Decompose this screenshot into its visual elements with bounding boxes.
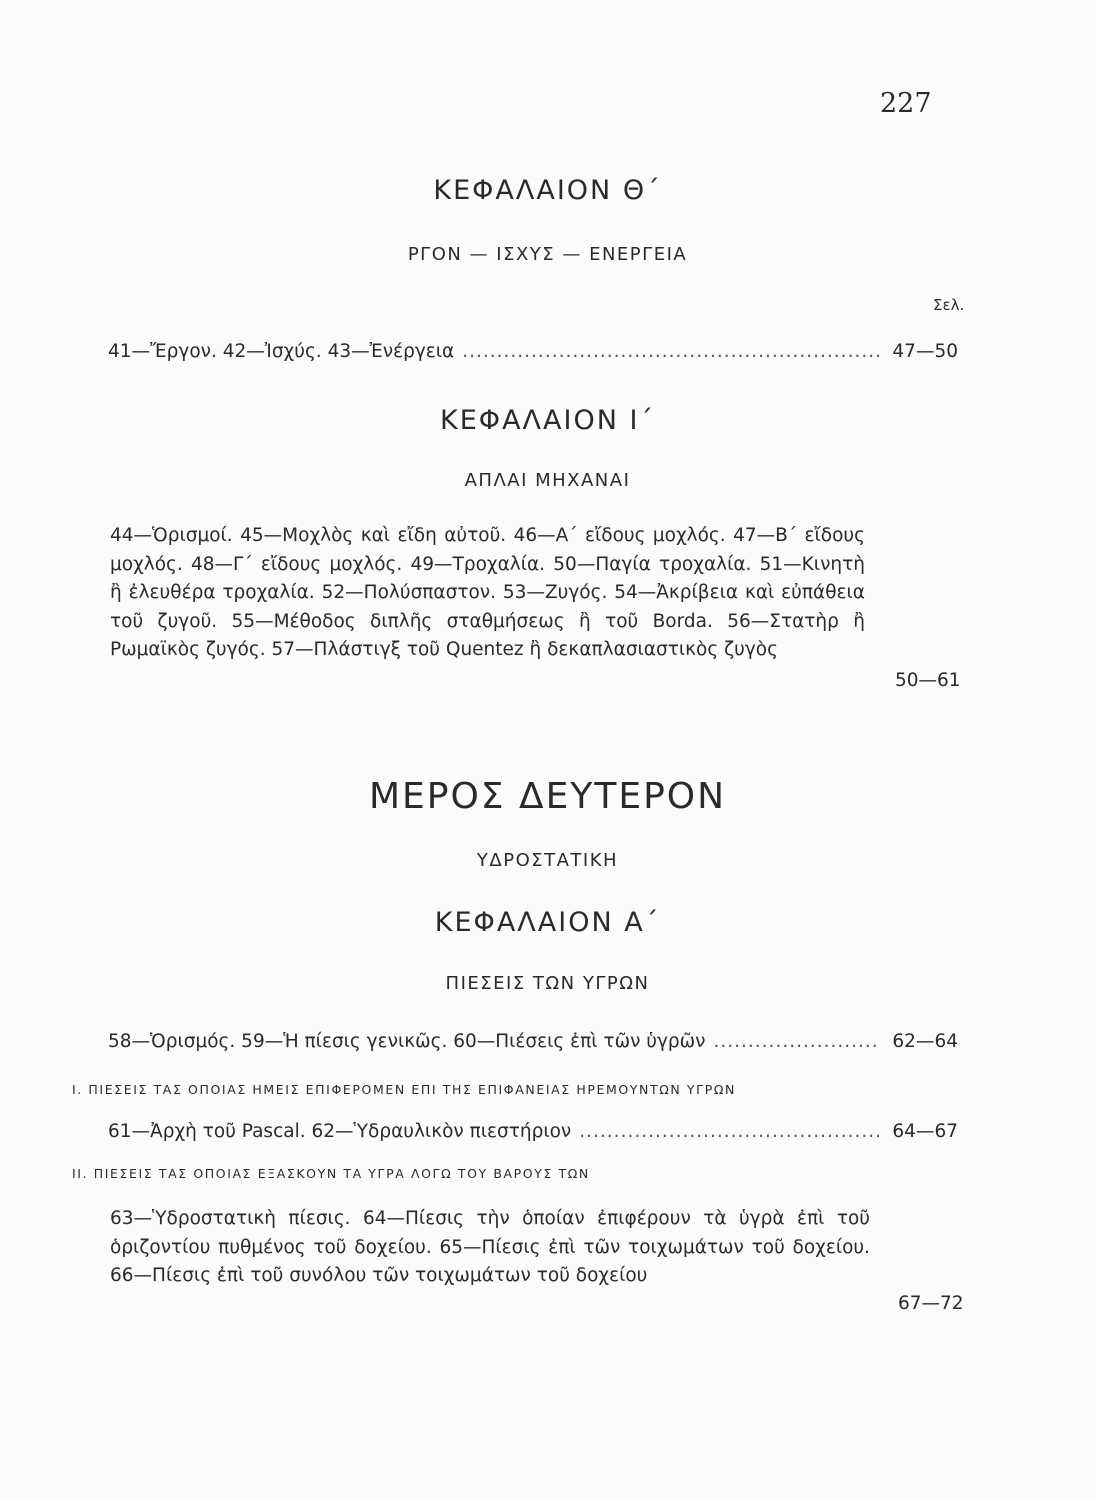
leader-dots xyxy=(714,1030,880,1053)
toc-entry-text: 41—Ἔργον. 42—Ἰσχύς. 43—Ἐνέργεια xyxy=(108,341,455,362)
chapter-theta-subtitle: ΡΓΟΝ — ΙΣΧΥΣ — ΕΝΕΡΓΕΙΑ xyxy=(407,244,688,265)
toc-entry-text: 58—Ὁρισμός. 59—Ἡ πίεσις γενικῶς. 60—Πιέσεις ἐπὶ τῶν ὑγρῶν xyxy=(108,1031,706,1052)
part-subtitle: ΥΔΡΟΣΤΑΤΙΚΗ xyxy=(476,850,619,871)
pages-column-header: Σελ. xyxy=(933,296,965,314)
toc-entry-pages: 50—61 xyxy=(895,670,961,691)
page-number: 227 xyxy=(880,88,932,119)
toc-entry-text: 44—Ὁρισμοί. 45—Μοχλὸς καὶ εἴδη αὐτοῦ. 46—Α΄ εἴδους μοχλός. 47—Β΄ εἴδους μοχλός. 48—Γ΄ εἴδους μοχλός. 49—Τροχαλία. 50—Παγία τροχαλία. 51—Κινητὴ ἢ ἐλευθέρα τροχαλία. 52—Πολύσπαστον. 53—Ζυγός. 54—Ἀκρίβεια καὶ εὐπάθεια τοῦ ζυγοῦ. 55—Μέθοδος διπλῆς σταθμήσεως ἢ τοῦ Borda. 56—Στατὴρ ἢ Ρωμαϊκὸς ζυγός. 57—Πλάστιγξ τοῦ Quentez ἢ δεκαπλασιαστικὸς ζυγὸς xyxy=(110,525,865,660)
subsection-heading-2: ΙΙ. ΠΙΕΣΕΙΣ ΤΑΣ ΟΠΟΙΑΣ ΕΞΑΣΚΟΥΝ ΤΑ ΥΓΡΑ ΛΟΓΩ ΤΟΥ ΒΑΡΟΥΣ ΤΩΝ xyxy=(72,1166,590,1181)
chapter-iota-title: ΚΕΦΑΛΑΙΟΝ Ι΄ xyxy=(440,405,655,436)
toc-entry-63-66 xyxy=(110,1205,870,1291)
chapter-alpha-title: ΚΕΦΑΛΑΙΟΝ Α΄ xyxy=(434,907,661,938)
toc-entry-61-62 xyxy=(108,1120,958,1143)
subsection-heading-1: Ι. ΠΙΕΣΕΙΣ ΤΑΣ ΟΠΟΙΑΣ ΗΜΕΙΣ ΕΠΙΦΕΡΟΜΕΝ ΕΠΙ ΤΗΣ ΕΠΙΦΑΝΕΙΑΣ ΗΡΕΜΟΥΝΤΩΝ ΥΓΡΩΝ xyxy=(72,1082,736,1097)
toc-entry-44-57 xyxy=(110,522,865,665)
leader-dots xyxy=(462,340,880,363)
toc-entry-pages: 67—72 xyxy=(898,1293,964,1314)
chapter-theta-title: ΚΕΦΑΛΑΙΟΝ Θ΄ xyxy=(433,175,662,206)
toc-entry-pages: 62—64 xyxy=(892,1031,958,1052)
toc-entry-text: 61—Ἀρχὴ τοῦ Pascal. 62—Ὑδραυλικὸν πιεστήριον xyxy=(108,1121,572,1142)
toc-entry-41-43 xyxy=(108,340,958,363)
toc-entry-pages: 47—50 xyxy=(892,341,958,362)
toc-entry-58-60 xyxy=(108,1030,958,1053)
chapter-iota-subtitle: ΑΠΛΑΙ ΜΗΧΑΝΑΙ xyxy=(464,470,631,491)
toc-entry-text: 63—Ὑδροστατικὴ πίεσις. 64—Πίεσις τὴν ὁποίαν ἐπιφέρουν τὰ ὑγρὰ ἐπὶ τοῦ ὁριζοντίου πυθμένος τοῦ δοχείου. 65—Πίεσις ἐπὶ τῶν τοιχωμάτων τοῦ δοχείου. 66—Πίεσις ἐπὶ τοῦ συνόλου τῶν τοιχωμάτων τοῦ δοχείου xyxy=(110,1208,870,1286)
leader-dots xyxy=(579,1120,880,1143)
chapter-alpha-subtitle: ΠΙΕΣΕΙΣ ΤΩΝ ΥΓΡΩΝ xyxy=(445,973,650,994)
part-title: ΜΕΡΟΣ ΔΕΥΤΕΡΟΝ xyxy=(368,776,727,817)
toc-entry-pages: 64—67 xyxy=(892,1121,958,1142)
